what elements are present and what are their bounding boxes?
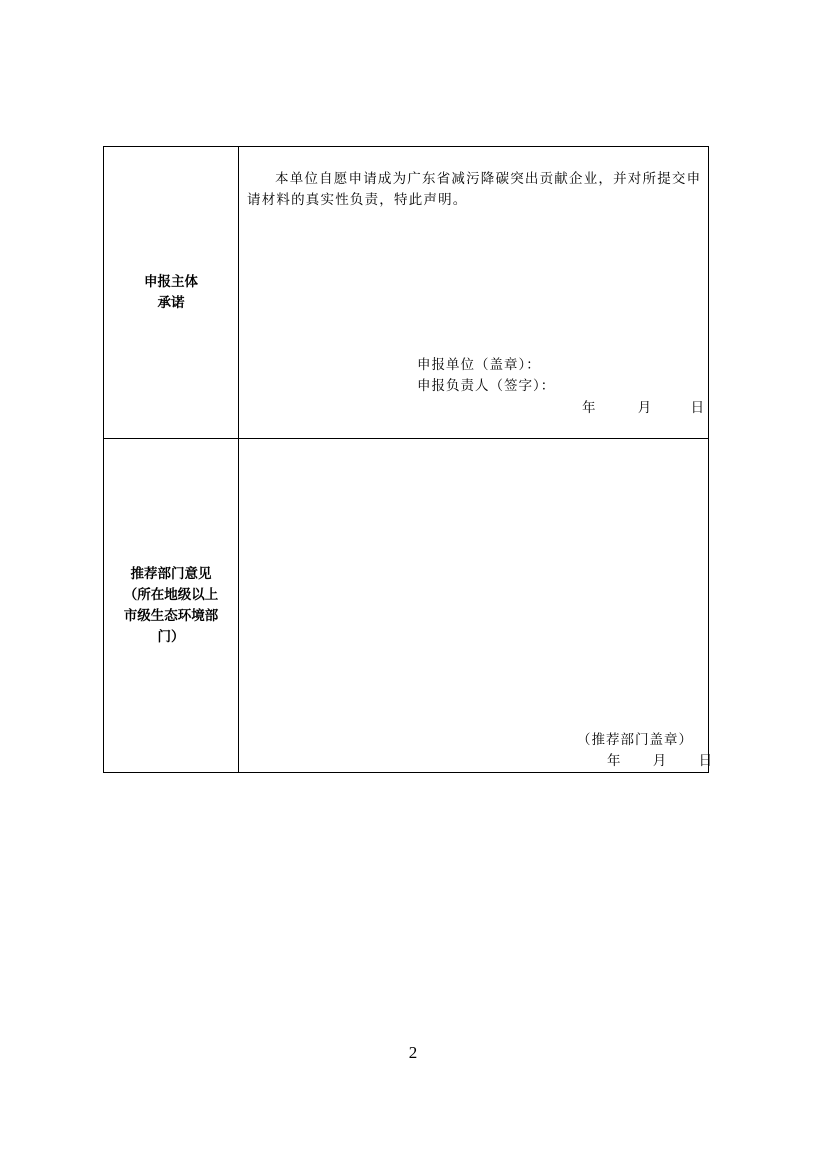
label-line: 推荐部门意见 [130, 565, 212, 582]
label-line: 申报主体 [144, 273, 198, 290]
label-line: 承诺 [157, 294, 185, 311]
applicant-responsible-signature-line: 申报负责人（签字）： [417, 378, 556, 394]
page-number: 2 [408, 1043, 418, 1062]
recommending-dept-opinion-cell [239, 439, 713, 772]
date-year: 年 [582, 400, 596, 416]
recommending-date-line [607, 751, 712, 772]
recommending-dept-label-cell [104, 439, 239, 772]
recommending-dept-label [112, 564, 230, 648]
date-day: 日 [698, 753, 713, 769]
applicant-commitment-row [104, 147, 708, 439]
date-year: 年 [607, 753, 621, 769]
recommending-dept-stamp-note: （推荐部门盖章） [577, 732, 693, 748]
applicant-commitment-content-cell [239, 147, 708, 438]
applicant-commitment-label [112, 272, 230, 314]
date-day: 日 [690, 400, 705, 416]
declaration-form-table [103, 146, 713, 773]
date-month: 月 [637, 400, 652, 416]
date-month: 月 [652, 753, 667, 769]
applicant-date-line [582, 398, 704, 419]
label-line: （所在地级以上 [123, 586, 219, 603]
label-line: 门） [157, 628, 185, 645]
label-line: 市级生态环境部 [123, 607, 219, 624]
applicant-commitment-label-cell [104, 147, 239, 438]
commitment-statement: 本单位自愿申请成为广东省减污降碳突出贡献企业，并对所提交申请材料的真实性负责，特此声明。 [247, 171, 702, 208]
applicant-unit-seal-line: 申报单位（盖章）： [417, 357, 541, 373]
recommending-dept-opinion-row [104, 439, 713, 772]
